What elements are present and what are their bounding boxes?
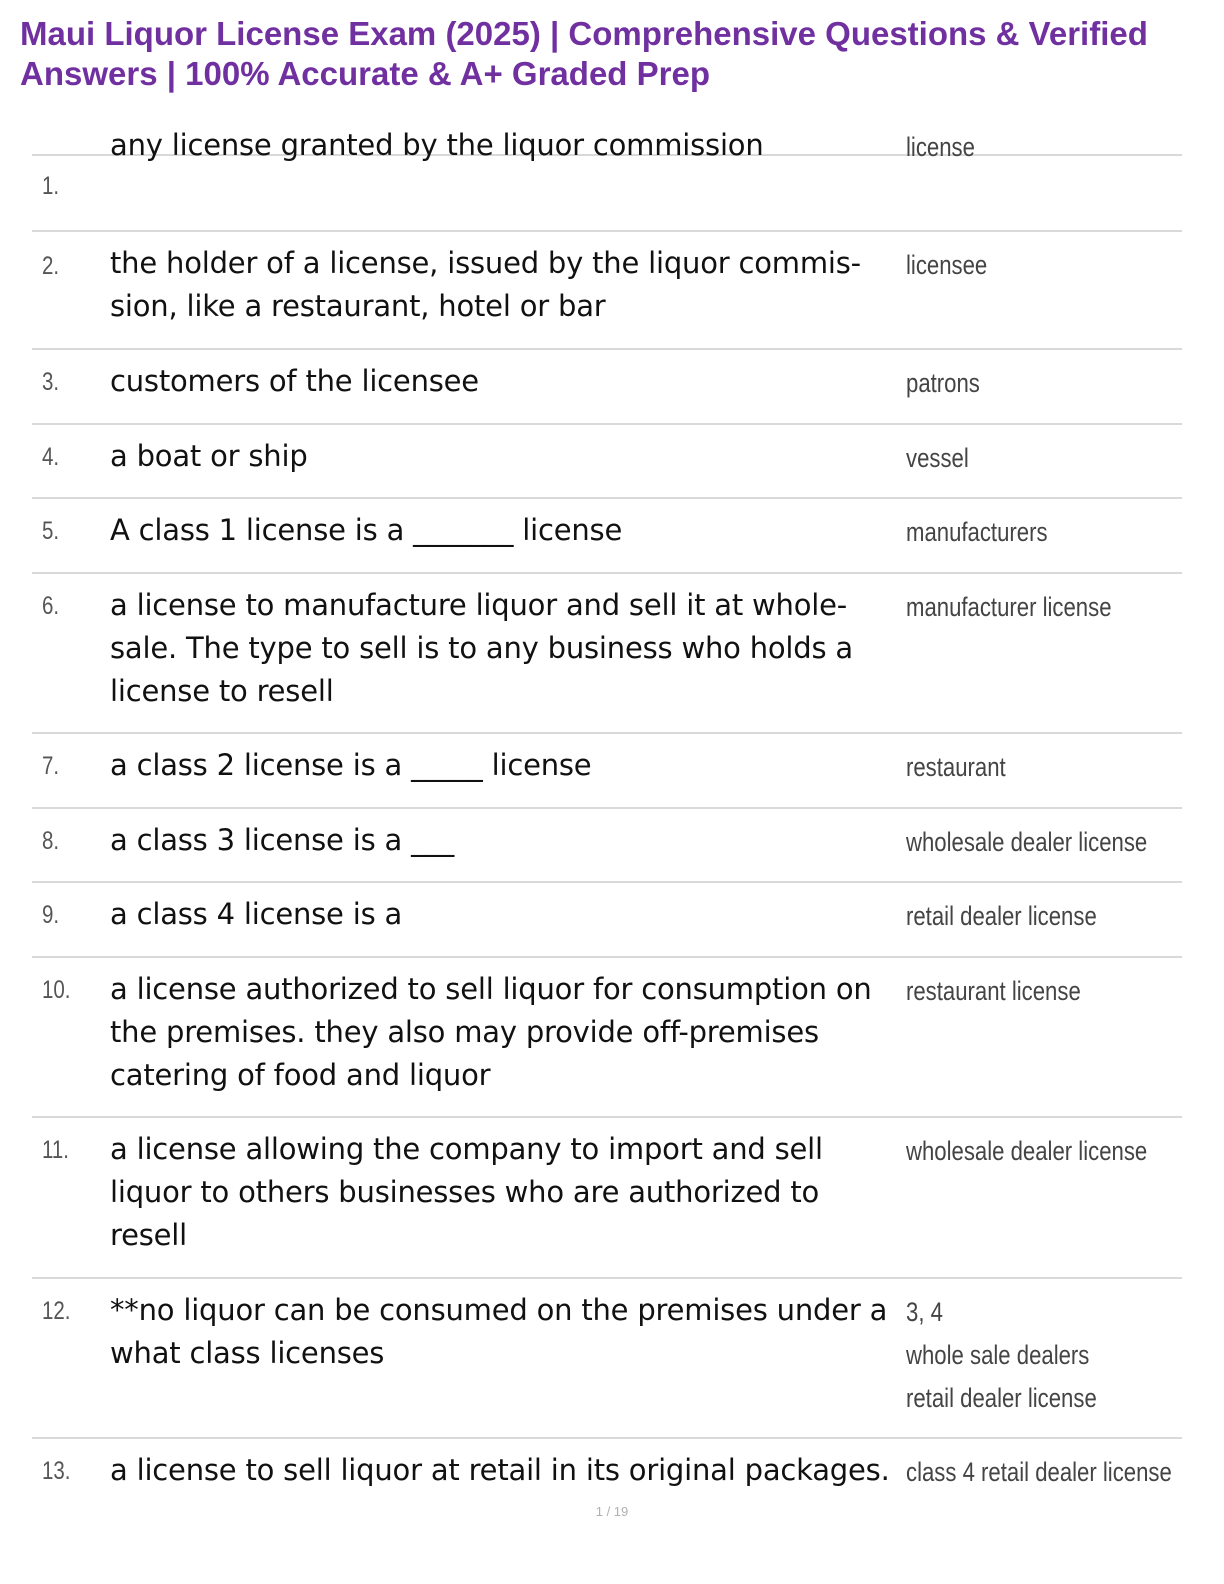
flashcard-row: [32, 734, 1182, 809]
definition-line: retail dealer license: [906, 1383, 1097, 1413]
card-definition: [906, 126, 1144, 169]
card-definition: [906, 746, 1144, 789]
card-term: a license authorized to sell liquor for consumption on the premises. they also may provide off-premises catering of food and liquor: [110, 972, 872, 1092]
card-definition: [906, 895, 1144, 938]
card-number: 5.: [42, 517, 60, 545]
card-definition: [906, 362, 1144, 405]
card-term: a class 4 license is a: [110, 897, 403, 931]
card-number: 6.: [42, 592, 60, 620]
flashcard-row: [32, 118, 1182, 232]
definition-line: licensee: [906, 250, 988, 280]
card-term: **no liquor can be consumed on the premises under a what class licenses: [110, 1293, 888, 1370]
flashcard-row: [32, 574, 1182, 734]
flashcard-row: [32, 958, 1182, 1118]
card-term: the holder of a license, issued by the liquor commis-sion, like a restaurant, hotel or bar: [110, 246, 861, 323]
flashcard-row: [32, 232, 1182, 350]
card-number: 13.: [42, 1457, 71, 1485]
card-definition: [906, 1130, 1148, 1173]
flashcard-row: [32, 350, 1182, 425]
card-number: 2.: [42, 252, 60, 280]
definition-line: manufacturers: [906, 517, 1048, 547]
flashcard-row: [32, 425, 1182, 499]
definition-line: class 4 retail dealer license: [906, 1457, 1172, 1487]
definition-line: retail dealer license: [906, 901, 1097, 931]
card-number: 8.: [42, 827, 60, 855]
card-definition: [906, 1291, 1144, 1420]
definition-line: manufacturer license: [906, 592, 1112, 622]
card-term: A class 1 license is a _______ license: [110, 513, 623, 547]
card-definition: [906, 970, 1144, 1013]
card-number: 11.: [42, 1136, 69, 1164]
definition-line: restaurant license: [906, 976, 1081, 1006]
card-definition: [906, 1451, 1172, 1494]
card-term: a boat or ship: [110, 439, 308, 473]
card-term: customers of the licensee: [110, 364, 479, 398]
definition-line: vessel: [906, 443, 969, 473]
definition-line: restaurant: [906, 752, 1006, 782]
flashcard-list: [32, 118, 1182, 1509]
flashcard-row: [32, 1439, 1182, 1509]
definition-line: wholesale dealer license: [906, 1136, 1148, 1166]
card-definition: [906, 437, 1144, 480]
flashcard-row: [32, 883, 1182, 958]
flashcard-row: [32, 809, 1182, 883]
document-title: Maui Liquor License Exam (2025) | Comprehensive Questions & Verified Answers | 100% Accurate & A+ Graded Prep: [20, 15, 1148, 92]
card-definition: [906, 511, 1144, 554]
card-number: 4.: [42, 443, 60, 471]
card-number: 1.: [42, 172, 60, 200]
flashcard-row: [32, 499, 1182, 574]
card-number: 12.: [42, 1297, 71, 1325]
card-definition: [906, 821, 1148, 864]
card-term: any license granted by the liquor commission: [110, 128, 764, 162]
definition-line: patrons: [906, 368, 980, 398]
definition-line: whole sale dealers: [906, 1340, 1090, 1370]
definition-line: wholesale dealer license: [906, 827, 1148, 857]
card-term: a license to manufacture liquor and sell it at whole-sale. The type to sell is to any business who holds a license to resell: [110, 588, 853, 708]
page-indicator: 1 / 19: [595, 1504, 629, 1519]
flashcard-row: [32, 1118, 1182, 1279]
card-definition: [906, 244, 1144, 287]
card-term: a license allowing the company to import and sell liquor to others businesses who are authorized to resell: [110, 1132, 823, 1252]
card-number: 3.: [42, 368, 60, 396]
card-definition: [906, 586, 1144, 629]
card-term: a license to sell liquor at retail in its original packages.: [110, 1453, 890, 1487]
flashcard-row: [32, 1279, 1182, 1439]
card-number: 10.: [42, 976, 71, 1004]
card-term: a class 3 license is a ___: [110, 823, 454, 857]
definition-line: 3, 4: [906, 1297, 943, 1327]
definition-line: license: [906, 132, 975, 162]
card-number: 9.: [42, 901, 60, 929]
card-number: 7.: [42, 752, 60, 780]
card-term: a class 2 license is a _____ license: [110, 748, 592, 782]
